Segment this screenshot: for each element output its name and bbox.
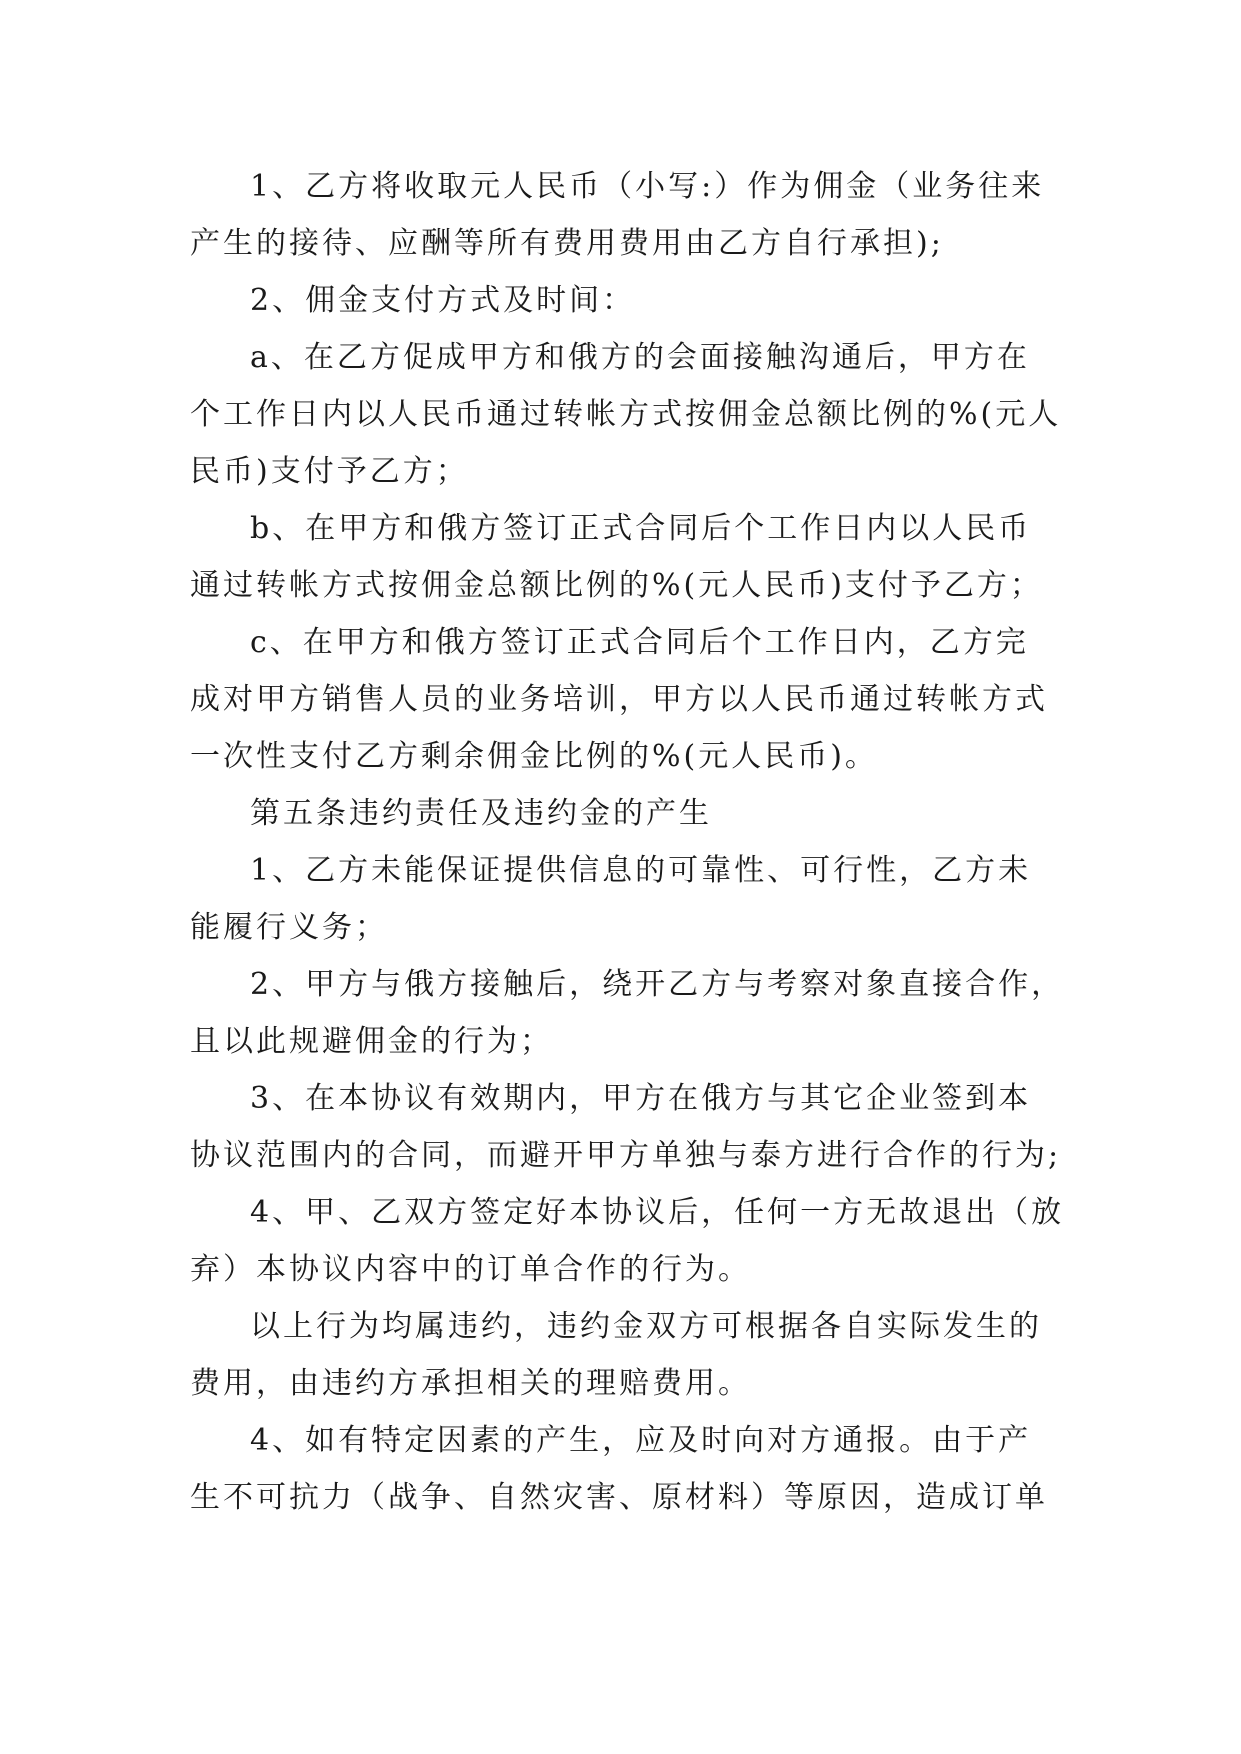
text-line: 通过转帐方式按佣金总额比例的%(元人民币)支付予乙方；: [190, 568, 1043, 603]
text-line: 1、乙方未能保证提供信息的可靠性、可行性，乙方未: [250, 853, 1032, 888]
text-line: a、在乙方促成甲方和俄方的会面接触沟通后，甲方在: [250, 340, 1030, 375]
text-line: 成对甲方销售人员的业务培训，甲方以人民币通过转帐方式: [190, 682, 1048, 717]
text-line: 弃）本协议内容中的订单合作的行为。: [190, 1252, 751, 1287]
text-line: 2、佣金支付方式及时间：: [250, 283, 636, 318]
text-line: b、在甲方和俄方签订正式合同后个工作日内以人民币: [250, 511, 1032, 546]
text-line: 能履行义务；: [190, 910, 388, 945]
text-line: 一次性支付乙方剩余佣金比例的%(元人民币)。: [190, 739, 878, 774]
text-line: 3、在本协议有效期内，甲方在俄方与其它企业签到本: [250, 1081, 1032, 1116]
text-line: 民币)支付予乙方；: [190, 454, 469, 489]
text-line: 生不可抗力（战争、自然灾害、原材料）等原因，造成订单: [190, 1480, 1048, 1515]
text-line: 且以此规避佣金的行为；: [190, 1024, 553, 1059]
text-line: 1、乙方将收取元人民币（小写:）作为佣金（业务往来: [250, 169, 1045, 204]
text-line: 4、如有特定因素的产生，应及时向对方通报。由于产: [250, 1423, 1032, 1458]
text-line: 协议范围内的合同，而避开甲方单独与泰方进行合作的行为;: [190, 1138, 1062, 1173]
text-line: 个工作日内以人民币通过转帐方式按佣金总额比例的%(元人: [190, 397, 1062, 432]
section-heading: 第五条违约责任及违约金的产生: [250, 796, 712, 831]
text-line: c、在甲方和俄方签订正式合同后个工作日内，乙方完: [250, 625, 1029, 660]
text-line: 费用，由违约方承担相关的理赔费用。: [190, 1366, 751, 1401]
text-line: 产生的接待、应酬等所有费用费用由乙方自行承担);: [190, 226, 944, 261]
text-line: 4、甲、乙双方签定好本协议后，任何一方无故退出（放: [250, 1195, 1065, 1230]
text-line: 2、甲方与俄方接触后，绕开乙方与考察对象直接合作，: [250, 967, 1065, 1002]
text-line: 以上行为均属违约，违约金双方可根据各自实际发生的: [250, 1309, 1042, 1344]
